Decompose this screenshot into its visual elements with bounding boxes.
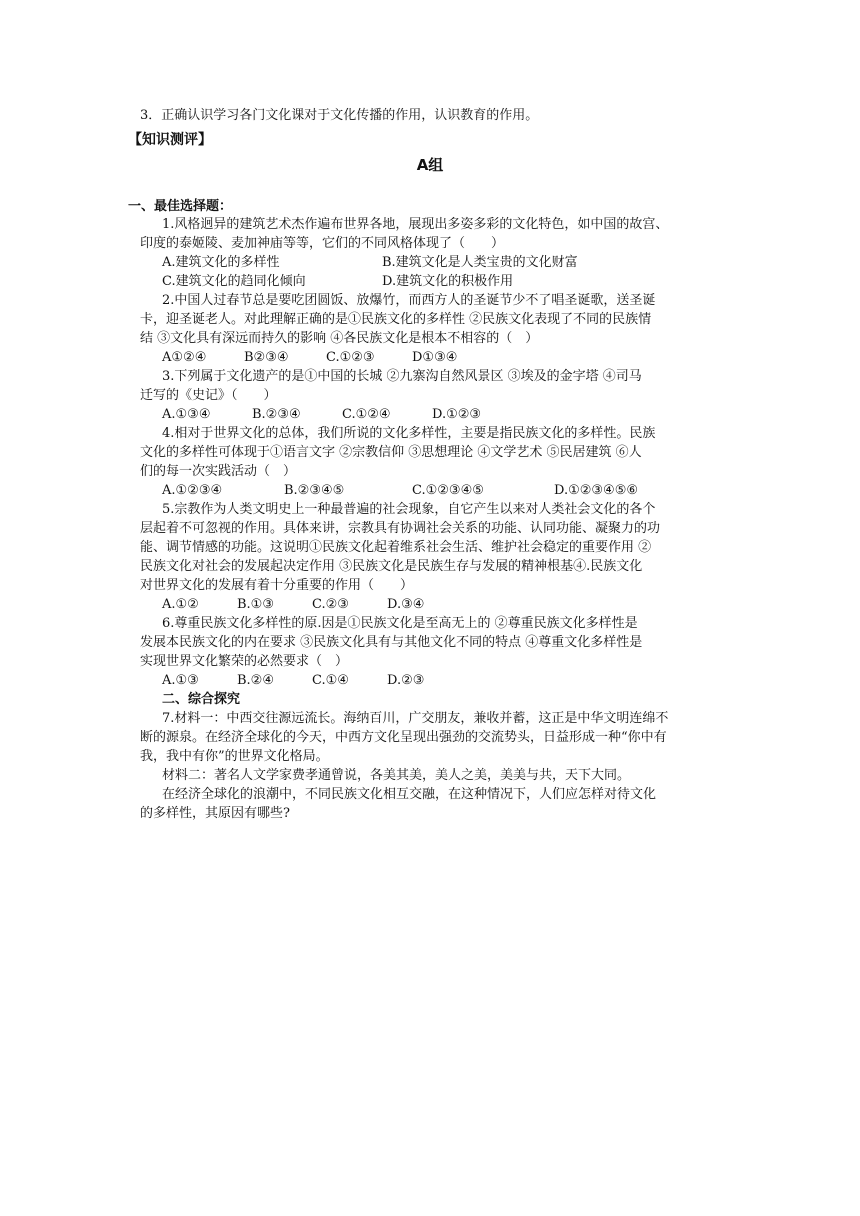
q5-option-d: D.③④ bbox=[387, 597, 425, 612]
q7-line-3: 我，我中有你”的世界文化格局。 bbox=[140, 749, 329, 764]
q1-option-d: D.建筑文化的积极作用 bbox=[382, 274, 514, 289]
q6-line-2: 发展本民族文化的内在要求 ③民族文化具有与其他文化不同的特点 ④尊重文化多样性是 bbox=[140, 635, 643, 650]
q7-question-line-1: 在经济全球化的浪潮中，不同民族文化相互交融，在这种情况下，人们应怎样对待文化 bbox=[162, 787, 657, 802]
q4-option-b: B.②③④⑤ bbox=[284, 483, 345, 498]
part2-title: 二、综合探究 bbox=[162, 692, 241, 707]
q7-line-2: 断的源泉。在经济全球化的今天，中西方文化呈现出强劲的交流势头，日益形成一种“你中有 bbox=[140, 730, 667, 745]
q3-options bbox=[140, 405, 720, 424]
part1-block bbox=[128, 197, 708, 216]
q4-line-1: 4.相对于世界文化的总体，我们所说的文化多样性，主要是指民族文化的多样性。民族 bbox=[162, 426, 656, 441]
q5-line-4: 民族文化对社会的发展起决定作用 ③民族文化是民族生存与发展的精神根基④.民族文化 bbox=[140, 559, 643, 574]
q1-line-1: 1.风格迥异的建筑艺术杰作遍布世界各地，展现出多姿多彩的文化特色，如中国的故宫、 bbox=[162, 217, 669, 232]
q4-line-3: 们的每一次实践活动（ ） bbox=[140, 464, 297, 479]
part1-title: 一、最佳选择题： bbox=[128, 199, 233, 214]
q4-options bbox=[140, 481, 720, 500]
q5-option-c: C.②③ bbox=[312, 597, 349, 612]
q2-option-a: A①②④ bbox=[162, 350, 207, 365]
q7-question-line-2: 的多样性，其原因有哪些? bbox=[140, 806, 290, 821]
section-header: 【知识测评】 bbox=[128, 132, 212, 148]
q1-option-b: B.建筑文化是人类宝贵的文化财富 bbox=[382, 255, 578, 270]
q3-option-b: B.②③④ bbox=[252, 407, 301, 422]
q4-option-d: D.①②③④⑤⑥ bbox=[554, 483, 639, 498]
group-title-block bbox=[140, 154, 720, 176]
intro-block bbox=[140, 106, 720, 125]
q4-option-c: C.①②③④⑤ bbox=[412, 483, 484, 498]
q6-option-c: C.①④ bbox=[312, 673, 349, 688]
q4-line-2: 文化的多样性可体现于①语言文字 ②宗教信仰 ③思想理论 ④文学艺术 ⑤民居建筑 ⑥人 bbox=[140, 445, 642, 460]
q6-option-d: D.②③ bbox=[387, 673, 425, 688]
q2-option-d: D①③④ bbox=[412, 350, 458, 365]
q7-line-1: 7.材料一：中西交往源远流长。海纳百川，广交朋友，兼收并蓄，这正是中华文明连绵不 bbox=[162, 711, 669, 726]
q5-line-5: 对世界文化的发展有着十分重要的作用（ ） bbox=[140, 578, 414, 593]
q3-option-c: C.①②④ bbox=[342, 407, 391, 422]
q5-line-3: 能、调节情感的功能。这说明①民族文化起着维系社会生活、维护社会稳定的重要作用 ② bbox=[140, 540, 652, 555]
q5-option-a: A.①② bbox=[162, 597, 199, 612]
q5-options bbox=[140, 595, 720, 614]
q1-options-row-1 bbox=[140, 253, 720, 272]
q7-material-2: 材料二：著名人文学家费孝通曾说，各美其美，美人之美，美美与共，天下大同。 bbox=[162, 768, 631, 783]
q2-options bbox=[140, 348, 720, 367]
q4-option-a: A.①②③④ bbox=[162, 483, 223, 498]
question-list bbox=[140, 215, 720, 823]
q1-line-2: 印度的泰姬陵、麦加神庙等等，它们的不同风格体现了（ ） bbox=[140, 236, 505, 251]
q6-line-3: 实现世界文化繁荣的必然要求（ ） bbox=[140, 654, 349, 669]
q2-line-1: 2.中国人过春节总是要吃团圆饭、放爆竹，而西方人的圣诞节少不了唱圣诞歌，送圣诞 bbox=[162, 293, 656, 308]
q5-option-b: B.①③ bbox=[237, 597, 274, 612]
intro-item-3: 3．正确认识学习各门文化课对于文化传播的作用，认识教育的作用。 bbox=[140, 108, 539, 123]
q2-line-3: 结 ③文化具有深远而持久的影响 ④各民族文化是根本不相容的（ ） bbox=[140, 331, 539, 346]
q3-line-2: 迁写的《史记》（ ） bbox=[140, 388, 277, 403]
q6-option-a: A.①③ bbox=[162, 673, 199, 688]
q3-option-d: D.①②③ bbox=[432, 407, 482, 422]
section-header-block bbox=[128, 131, 708, 150]
q3-option-a: A.①③④ bbox=[162, 407, 211, 422]
q6-line-1: 6.尊重民族文化多样性的原.因是①民族文化是至高无上的 ②尊重民族文化多样性是 bbox=[162, 616, 638, 631]
q5-line-1: 5.宗教作为人类文明史上一种最普遍的社会现象，自它产生以来对人类社会文化的各个 bbox=[162, 502, 656, 517]
q1-options-row-2 bbox=[140, 272, 720, 291]
q5-line-2: 层起着不可忽视的作用。具体来讲，宗教具有协调社会关系的功能、认同功能、凝聚力的功 bbox=[140, 521, 661, 536]
q1-option-a: A.建筑文化的多样性 bbox=[162, 255, 280, 270]
q6-options bbox=[140, 671, 720, 690]
q2-option-b: B②③④ bbox=[244, 350, 289, 365]
q2-line-2: 卡，迎圣诞老人。对此理解正确的是①民族文化的多样性 ②民族文化表现了不同的民族情 bbox=[140, 312, 652, 327]
q3-line-1: 3.下列属于文化遗产的是①中国的长城 ②九寨沟自然风景区 ③埃及的金字塔 ④司马 bbox=[162, 369, 642, 384]
group-title: A组 bbox=[416, 156, 444, 174]
q2-option-c: C.①②③ bbox=[326, 350, 375, 365]
q6-option-b: B.②④ bbox=[237, 673, 274, 688]
q1-option-c: C.建筑文化的趋同化倾向 bbox=[162, 274, 306, 289]
